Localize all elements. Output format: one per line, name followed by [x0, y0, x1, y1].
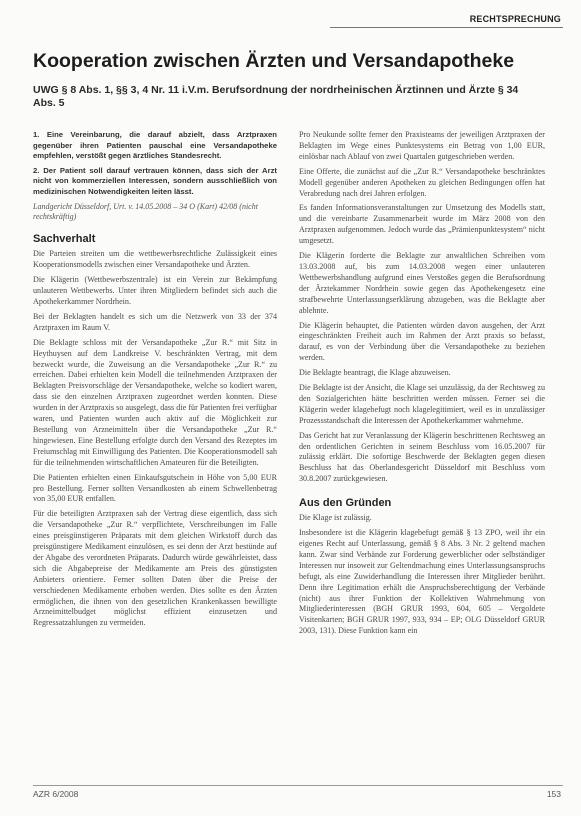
- paragraph: Die Patienten erhielten einen Einkaufsgutschein in Höhe von 5,00 EUR pro Bestellung. Ferner sollten Versandkosten ab einem Schwellenbetrag von 35,00 EUR entfallen.: [33, 472, 277, 504]
- headnote-1: 1. Eine Vereinbarung, die darauf abzielt, dass Arztpraxen gegenüber ihren Patienten pauschal eine Versandapotheke empfehlen, verstößt gegen ärztliches Standesrecht.: [33, 130, 277, 161]
- headnotes: [33, 130, 277, 198]
- article-title: Kooperation zwischen Ärzten und Versandapotheke: [33, 50, 515, 72]
- paragraph: Die Beklagte ist der Ansicht, die Klage sei unzulässig, da der Rechtsweg zu den Sozialgerichten hätte beschritten werden müssen. Ferner sei die Klägerin weder klagebefugt noch klagelegitimiert, weil es in unzulässiger Prozessstandschaft die Interessen der Apothekerkammer wahrnehme.: [299, 383, 545, 425]
- paragraph: Die Klägerin forderte die Beklagte zur anwaltlichen Schreiben vom 13.03.2008 auf, bis zum 14.03.2008 wegen einer unlauteren Wettbewerbshandlung aufgrund eines Verstoßes gegen die Berufsordnung der Ärztekammer Nordrhein sowie gegen das Apothekengesetz eine strafbewehrte Unterlassungserklärung abzugeben, was die Beklagte aber ablehnte.: [299, 251, 545, 315]
- footer-divider: [33, 785, 563, 786]
- paragraph: Die Beklagte schloss mit der Versandapotheke „Zur R.“ mit Sitz in Heythuysen auf dem Landkreise V. beschränkten Vertrag, mit dem bezweckt wurde, die Zuweisung an die Versandapotheke „Zur R.“ zu erreichen. Dabei erhielten kein Modell die teilnehmenden Arztpraxen der Beklagten Preisvorschläge der Versandapotheke, welche so kodiert waren, dass sie den einzelnen Arztpraxen zugeordnet werden konnten. Diese wurden in der Arztpraxis so ausgelegt, dass die für Patienten frei verfügbar waren, und Patienten wurden auch aktiv auf die Möglichkeit zur Bestellung von Arzneimitteln über die Versandapotheke „Zur R.“ hingewiesen. Eine Bestellung erfolgte durch den Versand des Rezeptes im Freiumschlag mit Einwilligung des Patienten. Die Kooperationsmodell sah für die teilnehmenden wirtschaftlichen Amateuren für die Beteiligten.: [33, 337, 277, 467]
- section-rubric: RECHTSPRECHUNG: [469, 14, 561, 24]
- section-heading-sachverhalt: Sachverhalt: [33, 233, 96, 246]
- section-heading-gruende: Aus den Gründen: [299, 497, 392, 510]
- journal-issue: AZR 6/2008: [33, 789, 79, 799]
- left-column: [33, 130, 277, 633]
- paragraph: Es fanden Informationsveranstaltungen zur Umsetzung des Modells statt, und die vereinbarte Zusammenarbeit wurde im März 2008 von den Arztpraxen aufgenommen. Jedoch wurde das „Prämienpunktesystem“ nicht umgesetzt.: [299, 203, 545, 246]
- paragraph: Für die beteiligten Arztpraxen sah der Vertrag diese eigentlich, dass sich die Versandapotheke „Zur R.“ verpflichtete, Verschreibungen im Falle eines preisgünstigeren Präparats mit dem gleichen Wirkstoff durch das preisgünstigere Medikament einzulösen, es sei denn der Arzt bestünde auf der Abgabe des verordneten Präparats. Dadurch würde gewährleistet, dass sich die Abgabepreise der Medikamente am Preis des günstigsten Anbieters orientiere. Ferner sollten Daten über die Preise der verschiedenen Medikamente erhoben werden. Dies sollte es den Ärzten ermöglichen, die ihnen von den gesetzlichen Krankenkassen bewilligte Arzneimittelbudget möglichst effizient einzusetzen und Regressatzahlungen zu vermeiden.: [33, 509, 277, 628]
- paragraph: Eine Offerte, die zunächst auf die „Zur R.“ Versandapotheke beschränktes Modell gegenüber anderen Apotheken zu gleichen Bedingungen offen hat Verabredung nach drei Jahren erfolgen.: [299, 166, 545, 198]
- paragraph: Die Klage ist zulässig.: [299, 513, 372, 523]
- page-number: 153: [546, 789, 561, 799]
- paragraph: Die Klägerin (Wettbewerbszentrale) ist ein Verein zur Bekämpfung unlauteren Wettbewerbs. Unter ihren Mitgliedern befindet sich auch die Apothekerkammer Nordrhein.: [33, 275, 277, 306]
- headnote-2: 2. Der Patient soll darauf vertrauen können, dass sich der Arzt nicht von kommerziellen Interessen, sondern ausschließlich von medizinischen Notwendigkeiten leiten lässt.: [33, 165, 277, 196]
- paragraph: Die Beklagte beantragt, die Klage abzuweisen.: [299, 368, 451, 378]
- paragraph: Bei der Beklagten handelt es sich um die Netzwerk von 33 der 374 Arztpraxen im Raum V.: [33, 311, 277, 332]
- right-column: [299, 130, 545, 641]
- paragraph: Die Parteien streiten um die wettbewerbsrechtliche Zulässigkeit eines Kooperationsmodells zwischen einer Versandapotheke und Ärzten.: [33, 249, 277, 270]
- court-reference: Landgericht Düsseldorf, Urt. v. 14.05.2008 – 34 O (Kart) 42/08 (nicht rechtskräftig): [33, 201, 258, 222]
- paragraph: Das Gericht hat zur Veranlassung der Klägerin beschrittenen Rechtsweg an den ordentlichen Gerichten in seinem Beschluss vom 16.05.2007 für zulässig erklärt. Die sofortige Beschwerde der Beklagten gegen diesen Beschluss hat das Oberlandesgericht Düsseldorf mit Beschluss vom 30.8.2007 zurückgewiesen.: [299, 430, 545, 484]
- rubric-divider: [330, 27, 563, 28]
- paragraph: Die Klägerin behauptet, die Patienten würden davon ausgehen, der Arzt eingeschränkten Freiheit auch im Rahmen der Arzt praxis so befasst, darauf, es von der Verbindung über die Versandapotheke zu beziehen werden.: [299, 320, 545, 363]
- paragraph: Pro Neukunde sollte ferner den Praxisteams der jeweiligen Arztpraxen der Beklagten im Wege eines Punktesystems ein Betrag von 1,00 EUR, einlösbar nach Ablauf von zwei Quartalen gutgeschrieben werden.: [299, 130, 545, 161]
- paragraph: Insbesondere ist die Klägerin klagebefugt gemäß § 13 ZPO, weil ihr ein eigenes Recht auf Unterlassung, gemäß § 8 Abs. 3 Nr. 2 geltend machen kann. Zwar sind Verbände zur Forderung gewerblicher oder selbständiger Interessen nur insoweit zur Geltendmachung eines Unterlassungsanspruchs befugt, als eine Zuwiderhandlung die Interessen ihrer Mitglieder berührt. Denn ihre Legitimation erhält die Anspruchsberechtigung der Verbände (nicht) aus ihrer Funktion der Kollektiven Wahrnehmung von Mitgliederinteressen (BGH GRUR 1993, 604, 605 – Vergoldete Visitenkarten; BGH GRUR 1997, 933, 934 – EP; OLG Düsseldorf GRUR 2003, 131). Diese Funktion kann ein: [299, 528, 545, 636]
- article-norms: UWG § 8 Abs. 1, §§ 3, 4 Nr. 11 i.V.m. Berufsordnung der nordrheinischen Ärztinnen und Ärzte § 34 Abs. 5: [33, 84, 519, 109]
